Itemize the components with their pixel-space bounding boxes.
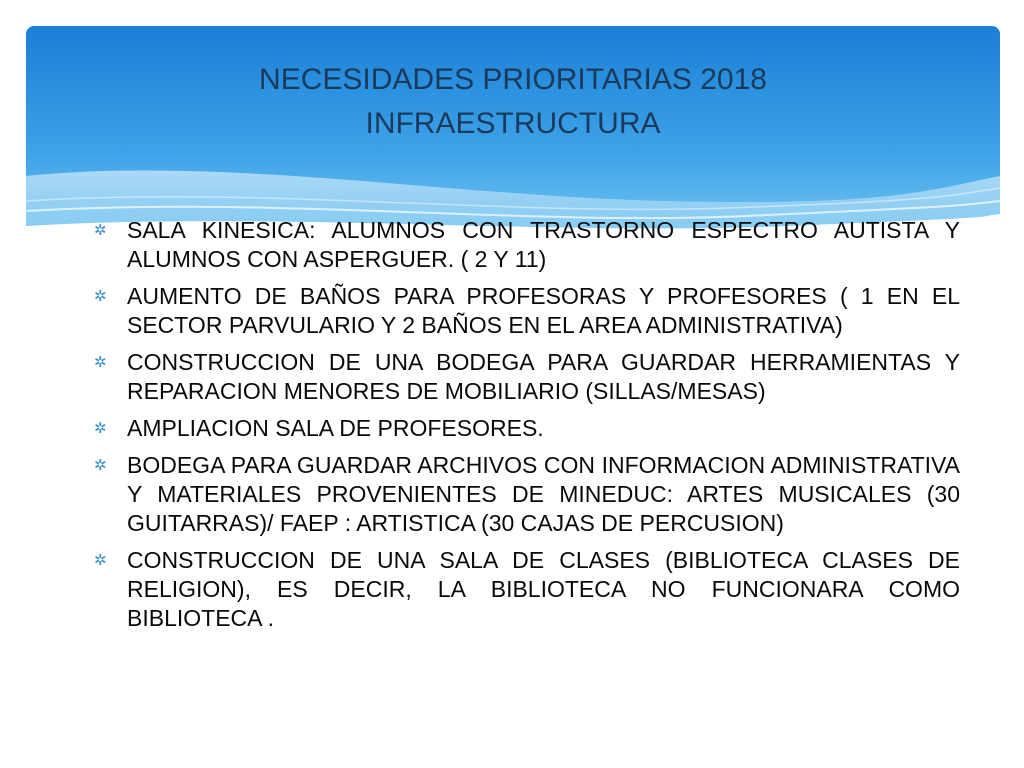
- asterisk-icon: ✲: [94, 288, 107, 305]
- list-item: [94, 546, 960, 633]
- asterisk-icon: ✲: [94, 420, 107, 437]
- list-item-text: SALA KINESICA: ALUMNOS CON TRASTORNO ESPECTRO AUTISTA Y ALUMNOS CON ASPERGUER. ( 2 Y 11): [127, 217, 960, 272]
- list-item: [94, 348, 960, 406]
- bullet-list: [94, 216, 960, 641]
- list-item: [94, 216, 960, 274]
- list-item: [94, 414, 960, 443]
- title-line-1: NECESIDADES PRIORITARIAS 2018: [259, 63, 767, 96]
- list-item: [94, 451, 960, 538]
- asterisk-icon: ✲: [94, 354, 107, 371]
- list-item-text: CONSTRUCCION DE UNA BODEGA PARA GUARDAR HERRAMIENTAS Y REPARACION MENORES DE MOBILIARIO (SILLAS/MESAS): [127, 349, 960, 404]
- list-item-text: AUMENTO DE BAÑOS PARA PROFESORAS Y PROFESORES ( 1 EN EL SECTOR PARVULARIO Y 2 BAÑOS EN EL AREA ADMINISTRATIVA): [127, 283, 960, 338]
- list-item-text: BODEGA PARA GUARDAR ARCHIVOS CON INFORMACION ADMINISTRATIVA Y MATERIALES PROVENIENTES DE MINEDUC: ARTES MUSICALES (30 GUITARRAS)/ FAEP : ARTISTICA (30 CAJAS DE PERCUSION): [127, 452, 960, 536]
- list-item-text: AMPLIACION SALA DE PROFESORES.: [127, 415, 544, 441]
- asterisk-icon: ✲: [94, 222, 107, 239]
- title-line-2: INFRAESTRUCTURA: [365, 107, 661, 140]
- asterisk-icon: ✲: [94, 552, 107, 569]
- asterisk-icon: ✲: [94, 457, 107, 474]
- list-item: [94, 282, 960, 340]
- slide-title: [26, 58, 1000, 146]
- list-item-text: CONSTRUCCION DE UNA SALA DE CLASES (BIBLIOTECA CLASES DE RELIGION), ES DECIR, LA BIBLIOTECA NO FUNCIONARA COMO BIBLIOTECA .: [127, 547, 960, 631]
